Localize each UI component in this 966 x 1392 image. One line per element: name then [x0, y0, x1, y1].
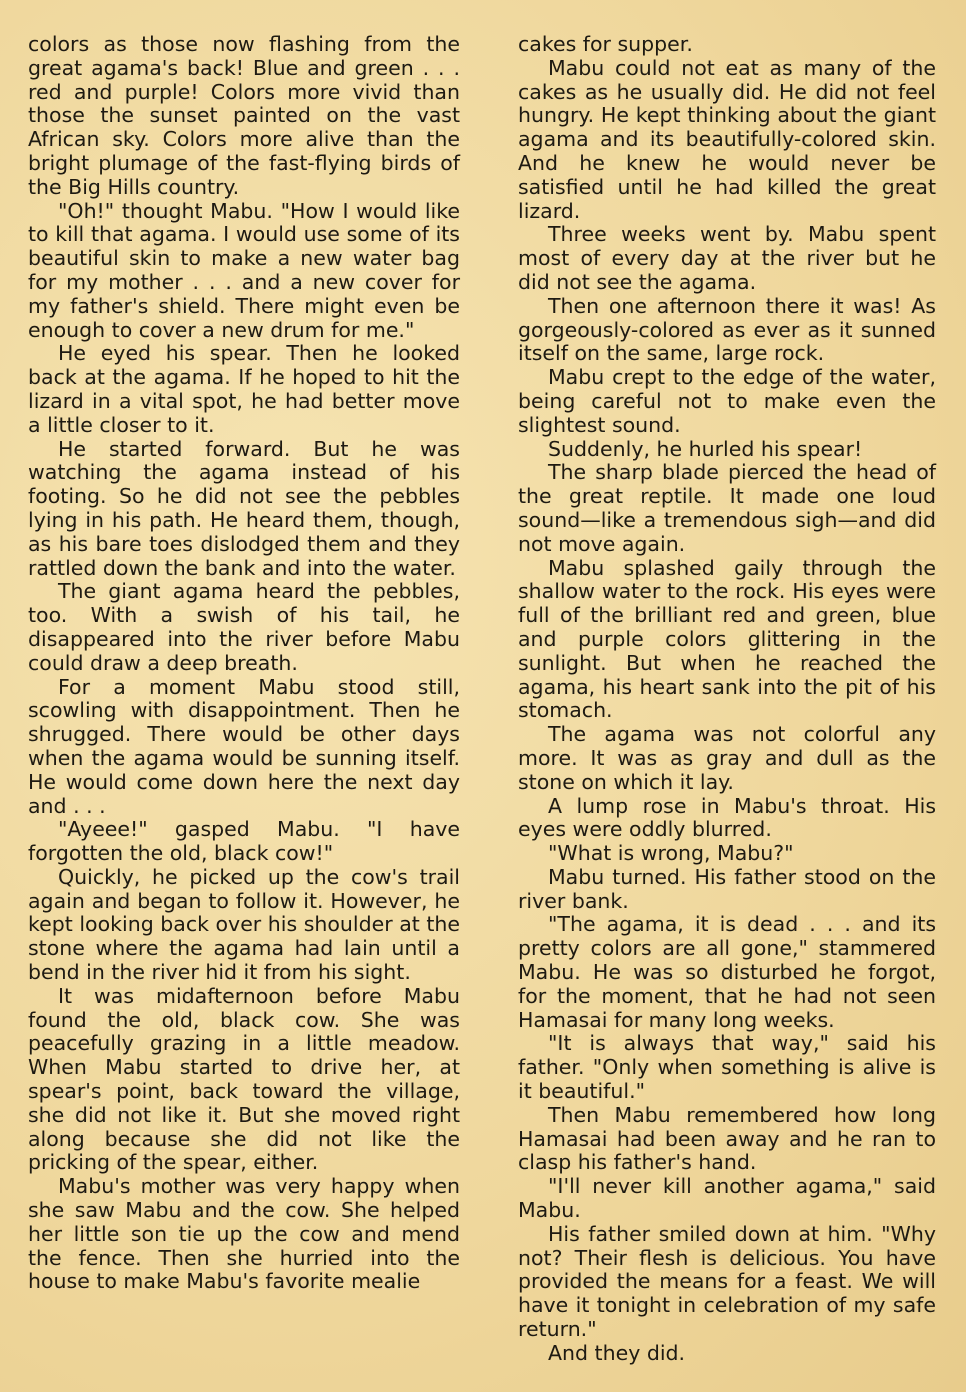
- paragraph: Quickly, he picked up the cow's trail again and began to follow it. However, he kept looking back over his shoulder at the stone where the agama had lain until a bend in the river hid it from his sight.: [28, 864, 460, 985]
- paragraph: "I'll never kill another agama," said Mabu.: [518, 1174, 936, 1223]
- paragraph: colors as those now flashing from the great agama's back! Blue and green . . . red and purple! Colors more vivid than those the sunset painted on the vast African sky. Colors more alive than the bright plumage of the fast-flying birds of the Big Hills country.: [28, 32, 460, 199]
- paragraph: The agama was not colorful any more. It was as gray and dull as the stone on which it lay.: [518, 722, 936, 794]
- right-text-column: [518, 33, 936, 1366]
- paragraph: Mabu's mother was very happy when she saw Mabu and the cow. She helped her little son tie up the cow and mend the fence. Then she hurried into the house to make Mabu's favorite mealie: [28, 1174, 460, 1294]
- paragraph: Mabu could not eat as many of the cakes as he usually did. He did not feel hungry. He kept thinking about the giant agama and its beautifully-colored skin. And he knew he would never be satisfied until he had killed the great lizard.: [518, 55, 936, 223]
- paragraph: "What is wrong, Mabu?": [548, 841, 794, 866]
- paragraph: "Ayeee!" gasped Mabu. "I have forgotten the old, black cow!": [28, 817, 460, 866]
- paragraph: cakes for supper.: [518, 32, 693, 56]
- left-text-column: [28, 33, 460, 1294]
- paragraph: It was midafternoon before Mabu found the old, black cow. She was peacefully grazing in a little meadow. When Mabu started to drive her, at spear's point, back toward the village, she did not like it. But she moved right along because she did not like the pricking of the spear, either.: [28, 983, 460, 1175]
- paragraph: A lump rose in Mabu's throat. His eyes were oddly blurred.: [518, 793, 936, 842]
- paragraph: Mabu turned. His father stood on the river bank.: [518, 864, 936, 913]
- paragraph: Three weeks went by. Mabu spent most of every day at the river but he did not see the agama.: [518, 222, 936, 294]
- paragraph: "Oh!" thought Mabu. "How I would like to kill that agama. I would use some of its beautiful skin to make a new water bag for my mother . . . and a new cover for my father's shield. There might even be enough to cover a new drum for me.": [28, 198, 460, 342]
- paragraph: The sharp blade pierced the head of the great reptile. It made one loud sound—like a tremendous sigh—and did not move again.: [518, 460, 936, 556]
- paragraph: His father smiled down at him. "Why not? Their flesh is delicious. You have provided the means for a feast. We will have it tonight in celebration of my safe return.": [518, 1221, 936, 1342]
- paragraph: "The agama, it is dead . . . and its pretty colors are all gone," stammered Mabu. He was so disturbed he forgot, for the moment, that he had not seen Hamasai for many long weeks.: [518, 912, 936, 1032]
- paragraph: "It is always that way," said his father. "Only when something is alive is it beautiful.": [518, 1031, 936, 1104]
- paragraph: For a moment Mabu stood still, scowling with disappointment. Then he shrugged. There would be other days when the agama would be sunning itself. He would come down here the next day and . . .: [28, 674, 460, 818]
- paragraph: He eyed his spear. Then he looked back at the agama. If he hoped to hit the lizard in a vital spot, he had better move a little closer to it.: [28, 341, 460, 437]
- paragraph: The giant agama heard the pebbles, too. With a swish of his tail, he disappeared into the river before Mabu could draw a deep breath.: [28, 579, 460, 675]
- paragraph: And they did.: [548, 1340, 686, 1365]
- paragraph: Mabu crept to the edge of the water, being careful not to make even the slightest sound.: [518, 365, 936, 437]
- paragraph: Then one afternoon there it was! As gorgeously-colored as ever as it sunned itself on the same, large rock.: [518, 293, 936, 366]
- paragraph: Then Mabu remembered how long Hamasai had been away and he ran to clasp his father's hand.: [518, 1102, 936, 1175]
- paragraph: Suddenly, he hurled his spear!: [548, 436, 863, 461]
- paragraph: Mabu splashed gaily through the shallow water to the rock. His eyes were full of the brilliant red and green, blue and purple colors glittering in the sunlight. But when he reached the agama, his heart sank into the pit of his stomach.: [518, 555, 936, 723]
- paragraph: He started forward. But he was watching the agama instead of his footing. So he did not see the pebbles lying in his path. He heard them, though, as his bare toes dislodged them and they rattled down the bank and into the water.: [28, 436, 460, 580]
